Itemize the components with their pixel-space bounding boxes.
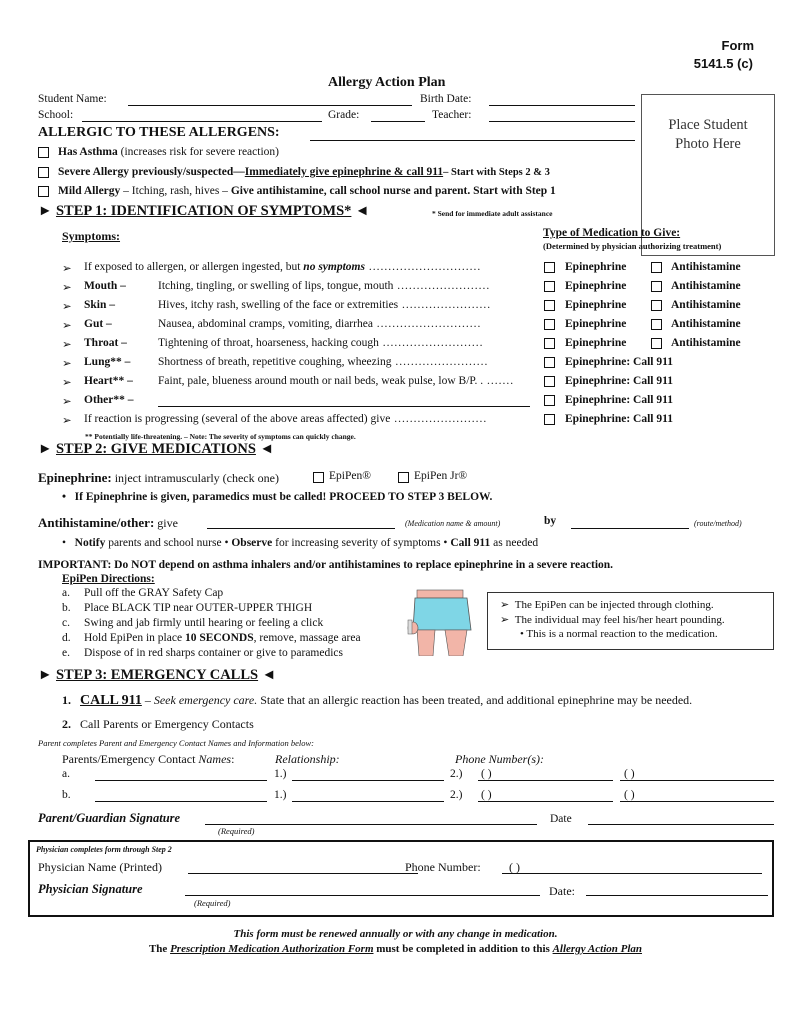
- epipen-notes-box: [487, 592, 774, 650]
- contact-a-relationship-field[interactable]: [292, 780, 444, 781]
- call-911-line: 1. CALL 911 – Seek emergency care. State that an allergic reaction has been treated, and additional epinephrine may be needed.: [62, 693, 693, 708]
- parent-signature-field[interactable]: [205, 824, 537, 825]
- epinephrine-label: Epinephrine: [565, 337, 627, 349]
- epinephrine-checkbox[interactable]: [544, 395, 555, 406]
- birth-date-label: Birth Date:: [420, 93, 472, 105]
- row-arrow-icon: ➢: [62, 339, 72, 351]
- physician-note: Physician completes form through Step 2: [36, 845, 172, 854]
- direction-letter: b.: [62, 602, 71, 614]
- epinephrine-label: Epinephrine: [565, 318, 627, 330]
- contact-a-phone2-field[interactable]: [620, 780, 774, 781]
- row-arrow-icon: ➢: [62, 358, 72, 370]
- allergens-heading: ALLERGIC TO THESE ALLERGENS:: [38, 125, 280, 140]
- route-field[interactable]: [571, 528, 689, 529]
- physician-name-label: Physician Name (Printed): [38, 860, 162, 874]
- thigh-injection-illustration: [405, 588, 477, 656]
- symptom-area-label: Other** –: [84, 394, 134, 406]
- symptom-description: If reaction is progressing (several of the above areas affected) give ........................: [84, 413, 488, 425]
- symptom-description: Hives, itchy rash, swelling of the face or extremities .......................: [158, 299, 492, 311]
- school-label: School:: [38, 109, 74, 121]
- antihistamine-label: Antihistamine: [671, 318, 741, 330]
- symptom-description: Faint, pale, blueness around mouth or nail beds, weak pulse, low B/P. . .......: [158, 375, 515, 387]
- physician-name-field[interactable]: [188, 873, 418, 874]
- symptom-area-label: Lung** –: [84, 356, 131, 368]
- symptom-area-label: Mouth –: [84, 280, 126, 292]
- symptom-description: Tightening of throat, hoarseness, hacking cough ..........................: [158, 337, 484, 349]
- med-name-hint: (Medication name & amount): [405, 519, 501, 528]
- epinephrine-call-911-label: Epinephrine: Call 911: [565, 394, 673, 406]
- other-symptom-field[interactable]: [158, 406, 530, 407]
- physician-phone-label: Phone Number:: [405, 860, 481, 874]
- footer-line-1: This form must be renewed annually or with any change in medication.: [233, 928, 558, 940]
- epinephrine-line: Epinephrine: inject intramuscularly (check one): [38, 470, 279, 485]
- note-2: ➢ The individual may feel his/her heart pounding.: [500, 614, 725, 626]
- physician-date-field[interactable]: [586, 895, 768, 896]
- epinephrine-checkbox[interactable]: [544, 281, 555, 292]
- contact-b-phone2-field[interactable]: [620, 801, 774, 802]
- by-label: by: [544, 515, 557, 527]
- grade-field[interactable]: [371, 121, 425, 122]
- contact-b-n2: 2.): [450, 789, 463, 801]
- contact-row-b-letter: b.: [62, 789, 71, 801]
- note-1: ➢ The EpiPen can be injected through clothing.: [500, 599, 714, 611]
- note-3: • This is a normal reaction to the medication.: [520, 628, 718, 640]
- epinephrine-checkbox[interactable]: [544, 300, 555, 311]
- student-name-field[interactable]: [128, 105, 412, 106]
- direction-step: Pull off the GRAY Safety Cap: [84, 587, 224, 599]
- medication-name-field[interactable]: [207, 528, 395, 529]
- direction-step: Place BLACK TIP near OUTER-UPPER THIGH: [84, 602, 313, 614]
- symptom-description: Shortness of breath, repetitive coughing, wheezing ........................: [158, 356, 489, 368]
- epinephrine-label: Epinephrine: [565, 280, 627, 292]
- page-title: Allergy Action Plan: [328, 75, 446, 90]
- epinephrine-label: Epinephrine: [565, 261, 627, 273]
- antihistamine-checkbox[interactable]: [651, 319, 662, 330]
- parent-sig-required: (Required): [218, 826, 255, 836]
- direction-step: Hold EpiPen in place 10 SECONDS, remove, massage area: [84, 632, 361, 644]
- notify-line: • Notify parents and school nurse • Observe for increasing severity of symptoms • Call 911 as needed: [62, 537, 539, 549]
- physician-signature-label: Physician Signature: [38, 882, 143, 896]
- contact-row-a-letter: a.: [62, 768, 70, 780]
- row-arrow-icon: ➢: [62, 301, 72, 313]
- antihistamine-checkbox[interactable]: [651, 338, 662, 349]
- teacher-label: Teacher:: [432, 109, 472, 121]
- parent-date-field[interactable]: [588, 824, 774, 825]
- epinephrine-call-911-label: Epinephrine: Call 911: [565, 356, 673, 368]
- step3-heading: ► STEP 3: EMERGENCY CALLS ◄: [38, 667, 277, 683]
- severe-allergy-checkbox[interactable]: [38, 167, 49, 178]
- step1-footnote: ** Potentially life-threatening. – Note: The severity of symptoms can quickly change.: [85, 432, 356, 441]
- physician-section: [28, 840, 774, 917]
- footer-line-2: The Prescription Medication Authorization Form must be completed in addition to this Allergy Action Plan: [148, 943, 643, 955]
- row-arrow-icon: ➢: [62, 377, 72, 389]
- epinephrine-checkbox[interactable]: [544, 319, 555, 330]
- row-arrow-icon: ➢: [62, 263, 72, 275]
- contact-b-phone1-paren: ( ): [481, 789, 492, 801]
- call-parents-line: 2. Call Parents or Emergency Contacts: [62, 717, 254, 731]
- asthma-option: Has Asthma (increases risk for severe reaction): [58, 146, 279, 158]
- photo-line-1: Place Student: [668, 117, 748, 133]
- phone-header: Phone Number(s):: [455, 752, 544, 766]
- symptom-area-label: Skin –: [84, 299, 116, 311]
- parent-note: Parent completes Parent and Emergency Contact Names and Information below:: [38, 738, 314, 748]
- photo-line-2: Photo Here: [675, 136, 741, 152]
- relationship-header: Relationship:: [275, 752, 340, 766]
- contact-b-phone1-field[interactable]: [478, 801, 613, 802]
- physician-signature-field[interactable]: [185, 895, 540, 896]
- epinephrine-checkbox[interactable]: [544, 357, 555, 368]
- antihistamine-label: Antihistamine: [671, 280, 741, 292]
- epipen-jr-label: EpiPen Jr®: [414, 470, 468, 482]
- antihistamine-label: Antihistamine: [671, 337, 741, 349]
- antihistamine-line: Antihistamine/other: give: [38, 515, 178, 530]
- contact-a-phone1-field[interactable]: [478, 780, 613, 781]
- allergens-field[interactable]: [310, 140, 635, 141]
- contact-a-phone1-paren: ( ): [481, 768, 492, 780]
- symptoms-label: Symptoms:: [62, 229, 121, 243]
- epinephrine-call-911-label: Epinephrine: Call 911: [565, 375, 673, 387]
- route-hint: (route/method): [694, 519, 742, 528]
- direction-step: Swing and jab firmly until hearing or feeling a click: [84, 617, 324, 629]
- antihistamine-checkbox[interactable]: [651, 300, 662, 311]
- step1-note: * Send for immediate adult assistance: [432, 209, 553, 218]
- symptom-area-label: Throat –: [84, 337, 127, 349]
- epinephrine-checkbox[interactable]: [544, 414, 555, 425]
- epipen-checkbox[interactable]: [313, 472, 324, 483]
- birth-date-field[interactable]: [489, 105, 635, 106]
- antihistamine-label: Antihistamine: [671, 299, 741, 311]
- step1-heading: ► STEP 1: IDENTIFICATION OF SYMPTOMS* ◄: [38, 203, 370, 219]
- grade-label: Grade:: [328, 109, 360, 121]
- step2-heading: ► STEP 2: GIVE MEDICATIONS ◄: [38, 441, 274, 457]
- row-arrow-icon: ➢: [62, 396, 72, 408]
- epipen-label: EpiPen®: [329, 470, 371, 482]
- symptom-area-label: Gut –: [84, 318, 112, 330]
- symptom-area-label: Heart** –: [84, 375, 133, 387]
- contact-a-n2: 2.): [450, 768, 463, 780]
- direction-letter: e.: [62, 647, 70, 659]
- epinephrine-checkbox[interactable]: [544, 338, 555, 349]
- med-type-label: Type of Medication to Give:: [543, 227, 681, 239]
- directions-heading: EpiPen Directions:: [62, 573, 155, 585]
- severe-allergy-option: Severe Allergy previously/suspected—Immediately give epinephrine & call 911– Start with Steps 2 & 3: [58, 166, 550, 178]
- physician-phone-field[interactable]: [502, 873, 762, 874]
- form-code: 5141.5 (c): [693, 56, 753, 71]
- parent-date-label: Date: [550, 813, 572, 825]
- epinephrine-label: Epinephrine: [565, 299, 627, 311]
- contact-b-relationship-field[interactable]: [292, 801, 444, 802]
- asthma-checkbox[interactable]: [38, 147, 49, 158]
- contact-a-name-field[interactable]: [95, 780, 267, 781]
- symptom-description: Itching, tingling, or swelling of lips, tongue, mouth ........................: [158, 280, 491, 292]
- antihistamine-checkbox[interactable]: [651, 281, 662, 292]
- direction-letter: d.: [62, 632, 71, 644]
- epi-bullet: • If Epinephrine is given, paramedics must be called! PROCEED TO STEP 3 BELOW.: [62, 491, 493, 503]
- direction-step: Dispose of in red sharps container or give to paramedics: [84, 647, 343, 659]
- med-type-sub: (Determined by physician authorizing treatment): [543, 241, 722, 251]
- important-note: IMPORTANT: Do NOT depend on asthma inhalers and/or antihistamines to replace epinephrine in a severe reaction.: [38, 559, 614, 571]
- contact-a-n1: 1.): [274, 768, 287, 780]
- direction-letter: a.: [62, 587, 70, 599]
- contact-b-phone2-paren: ( ): [624, 789, 635, 801]
- antihistamine-label: Antihistamine: [671, 261, 741, 273]
- epipen-jr-checkbox[interactable]: [398, 472, 409, 483]
- epinephrine-checkbox[interactable]: [544, 262, 555, 273]
- physician-phone-paren: ( ): [509, 860, 520, 874]
- parent-signature-label: Parent/Guardian Signature: [38, 811, 181, 825]
- row-arrow-icon: ➢: [62, 282, 72, 294]
- mild-allergy-option: Mild Allergy – Itching, rash, hives – Give antihistamine, call school nurse and parent. Start with Step 1: [58, 185, 556, 197]
- mild-allergy-checkbox[interactable]: [38, 186, 49, 197]
- contacts-header: Parents/Emergency Contact Names:: [62, 752, 235, 766]
- epinephrine-call-911-label: Epinephrine: Call 911: [565, 413, 673, 425]
- physician-sig-required: (Required): [194, 898, 231, 908]
- contact-b-n1: 1.): [274, 789, 287, 801]
- teacher-field[interactable]: [489, 121, 635, 122]
- contact-b-name-field[interactable]: [95, 801, 267, 802]
- row-arrow-icon: ➢: [62, 320, 72, 332]
- school-field[interactable]: [82, 121, 322, 122]
- contact-a-phone2-paren: ( ): [624, 768, 635, 780]
- row-arrow-icon: ➢: [62, 415, 72, 427]
- symptom-description: If exposed to allergen, or allergen ingested, but no symptoms .............................: [84, 261, 482, 273]
- antihistamine-checkbox[interactable]: [651, 262, 662, 273]
- student-name-label: Student Name:: [38, 93, 107, 105]
- physician-date-label: Date:: [549, 884, 575, 898]
- epinephrine-checkbox[interactable]: [544, 376, 555, 387]
- form-label: Form: [721, 38, 754, 53]
- direction-letter: c.: [62, 617, 70, 629]
- symptom-description: Nausea, abdominal cramps, vomiting, diarrhea ...........................: [158, 318, 482, 330]
